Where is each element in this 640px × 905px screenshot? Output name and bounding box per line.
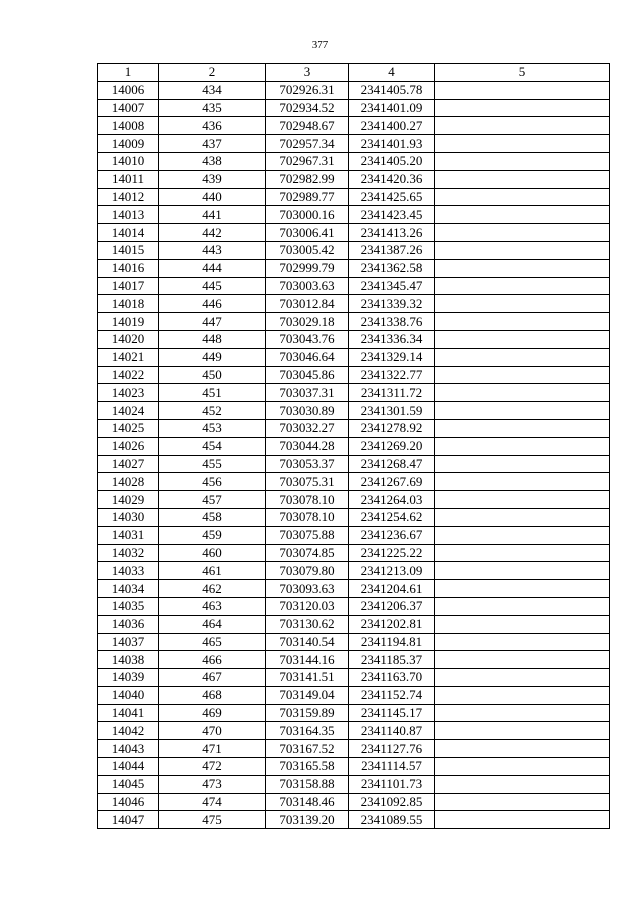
table-cell-col-4: 2341387.26 xyxy=(349,241,435,259)
table-cell-col-3: 703164.35 xyxy=(266,722,349,740)
table-cell-col-1: 14017 xyxy=(98,277,159,295)
table-row xyxy=(98,152,610,170)
table-cell-col-5 xyxy=(435,508,610,526)
table-cell-col-2: 473 xyxy=(159,775,266,793)
table-cell-col-2: 474 xyxy=(159,793,266,811)
table-row xyxy=(98,597,610,615)
table-row xyxy=(98,704,610,722)
table-cell-col-2: 438 xyxy=(159,152,266,170)
table-cell-col-4: 2341405.78 xyxy=(349,81,435,99)
table-cell-col-1: 14041 xyxy=(98,704,159,722)
table-cell-col-2: 436 xyxy=(159,117,266,135)
table-cell-col-2: 445 xyxy=(159,277,266,295)
table-cell-col-4: 2341413.26 xyxy=(349,224,435,242)
table-cell-col-5 xyxy=(435,224,610,242)
table-cell-col-1: 14026 xyxy=(98,437,159,455)
table-cell-col-1: 14009 xyxy=(98,135,159,153)
table-row xyxy=(98,686,610,704)
table-row xyxy=(98,562,610,580)
table-cell-col-1: 14019 xyxy=(98,313,159,331)
table-row xyxy=(98,135,610,153)
table-cell-col-3: 703045.86 xyxy=(266,366,349,384)
table-cell-col-3: 702948.67 xyxy=(266,117,349,135)
table-row xyxy=(98,758,610,776)
table-cell-col-5 xyxy=(435,758,610,776)
table-cell-col-5 xyxy=(435,722,610,740)
table-cell-col-2: 440 xyxy=(159,188,266,206)
table-cell-col-3: 703074.85 xyxy=(266,544,349,562)
table-cell-col-2: 468 xyxy=(159,686,266,704)
table-cell-col-1: 14036 xyxy=(98,615,159,633)
table-cell-col-3: 702999.79 xyxy=(266,259,349,277)
table-cell-col-2: 461 xyxy=(159,562,266,580)
table-cell-col-2: 450 xyxy=(159,366,266,384)
table-cell-col-2: 460 xyxy=(159,544,266,562)
table-cell-col-5 xyxy=(435,81,610,99)
table-cell-col-3: 703030.89 xyxy=(266,402,349,420)
column-header-5: 5 xyxy=(435,64,610,82)
table-cell-col-2: 469 xyxy=(159,704,266,722)
table-row xyxy=(98,491,610,509)
table-cell-col-4: 2341127.76 xyxy=(349,740,435,758)
table-cell-col-5 xyxy=(435,651,610,669)
table-cell-col-3: 703029.18 xyxy=(266,313,349,331)
table-cell-col-5 xyxy=(435,241,610,259)
table-cell-col-2: 467 xyxy=(159,669,266,687)
column-header-3: 3 xyxy=(266,64,349,82)
table-cell-col-4: 2341269.20 xyxy=(349,437,435,455)
table-cell-col-5 xyxy=(435,419,610,437)
table-row xyxy=(98,633,610,651)
table-row xyxy=(98,793,610,811)
table-cell-col-1: 14047 xyxy=(98,811,159,829)
table-cell-col-1: 14016 xyxy=(98,259,159,277)
table-cell-col-1: 14028 xyxy=(98,473,159,491)
table-cell-col-5 xyxy=(435,544,610,562)
table-cell-col-3: 703141.51 xyxy=(266,669,349,687)
table-cell-col-5 xyxy=(435,793,610,811)
table-cell-col-5 xyxy=(435,811,610,829)
table-cell-col-2: 443 xyxy=(159,241,266,259)
table-cell-col-3: 703148.46 xyxy=(266,793,349,811)
table-cell-col-3: 703167.52 xyxy=(266,740,349,758)
table-cell-col-1: 14010 xyxy=(98,152,159,170)
table-row xyxy=(98,259,610,277)
table-cell-col-1: 14031 xyxy=(98,526,159,544)
table-cell-col-1: 14022 xyxy=(98,366,159,384)
table-row xyxy=(98,170,610,188)
table-cell-col-1: 14038 xyxy=(98,651,159,669)
table-cell-col-4: 2341204.61 xyxy=(349,580,435,598)
table-cell-col-4: 2341213.09 xyxy=(349,562,435,580)
table-cell-col-5 xyxy=(435,526,610,544)
table-row xyxy=(98,384,610,402)
table-cell-col-5 xyxy=(435,740,610,758)
table-cell-col-1: 14033 xyxy=(98,562,159,580)
table-cell-col-4: 2341163.70 xyxy=(349,669,435,687)
table-cell-col-1: 14018 xyxy=(98,295,159,313)
table-cell-col-4: 2341311.72 xyxy=(349,384,435,402)
table-cell-col-3: 703005.42 xyxy=(266,241,349,259)
table-row xyxy=(98,348,610,366)
table-row xyxy=(98,206,610,224)
table-cell-col-4: 2341140.87 xyxy=(349,722,435,740)
table-cell-col-5 xyxy=(435,615,610,633)
table-cell-col-3: 702967.31 xyxy=(266,152,349,170)
table-cell-col-5 xyxy=(435,170,610,188)
table-row xyxy=(98,544,610,562)
table-row xyxy=(98,508,610,526)
table-cell-col-2: 470 xyxy=(159,722,266,740)
table-cell-col-5 xyxy=(435,152,610,170)
table-row xyxy=(98,117,610,135)
table-cell-col-1: 14034 xyxy=(98,580,159,598)
table-row xyxy=(98,402,610,420)
table-cell-col-2: 447 xyxy=(159,313,266,331)
table-row xyxy=(98,669,610,687)
table-cell-col-3: 702989.77 xyxy=(266,188,349,206)
table-cell-col-2: 462 xyxy=(159,580,266,598)
table-cell-col-4: 2341152.74 xyxy=(349,686,435,704)
table-cell-col-1: 14037 xyxy=(98,633,159,651)
table-row xyxy=(98,241,610,259)
table-cell-col-5 xyxy=(435,580,610,598)
table-row xyxy=(98,526,610,544)
table-cell-col-3: 703139.20 xyxy=(266,811,349,829)
table-cell-col-1: 14023 xyxy=(98,384,159,402)
table-cell-col-1: 14012 xyxy=(98,188,159,206)
table-cell-col-5 xyxy=(435,259,610,277)
table-row xyxy=(98,615,610,633)
table-cell-col-4: 2341264.03 xyxy=(349,491,435,509)
table-cell-col-2: 442 xyxy=(159,224,266,242)
table-cell-col-4: 2341338.76 xyxy=(349,313,435,331)
table-cell-col-2: 463 xyxy=(159,597,266,615)
table-cell-col-3: 702982.99 xyxy=(266,170,349,188)
table-cell-col-3: 703053.37 xyxy=(266,455,349,473)
table-cell-col-4: 2341405.20 xyxy=(349,152,435,170)
table-row xyxy=(98,811,610,829)
table-cell-col-4: 2341339.32 xyxy=(349,295,435,313)
table-cell-col-2: 459 xyxy=(159,526,266,544)
table-row xyxy=(98,651,610,669)
table-cell-col-3: 703144.16 xyxy=(266,651,349,669)
table-cell-col-3: 703165.58 xyxy=(266,758,349,776)
table-cell-col-5 xyxy=(435,686,610,704)
table-cell-col-3: 703140.54 xyxy=(266,633,349,651)
table-cell-col-1: 14007 xyxy=(98,99,159,117)
table-cell-col-3: 703120.03 xyxy=(266,597,349,615)
table-row xyxy=(98,775,610,793)
table-cell-col-3: 703079.80 xyxy=(266,562,349,580)
table-cell-col-4: 2341401.09 xyxy=(349,99,435,117)
table-cell-col-1: 14035 xyxy=(98,597,159,615)
table-cell-col-3: 703158.88 xyxy=(266,775,349,793)
table-cell-col-2: 458 xyxy=(159,508,266,526)
table-cell-col-3: 703075.88 xyxy=(266,526,349,544)
table-row xyxy=(98,455,610,473)
table-header xyxy=(98,64,610,82)
table-cell-col-1: 14040 xyxy=(98,686,159,704)
table-cell-col-3: 703000.16 xyxy=(266,206,349,224)
table-cell-col-1: 14030 xyxy=(98,508,159,526)
table-cell-col-4: 2341236.67 xyxy=(349,526,435,544)
table-cell-col-2: 465 xyxy=(159,633,266,651)
table-cell-col-2: 456 xyxy=(159,473,266,491)
header-row xyxy=(98,64,610,82)
table-cell-col-2: 439 xyxy=(159,170,266,188)
table-cell-col-4: 2341268.47 xyxy=(349,455,435,473)
table-row xyxy=(98,99,610,117)
table-cell-col-4: 2341420.36 xyxy=(349,170,435,188)
table-cell-col-5 xyxy=(435,277,610,295)
table-cell-col-4: 2341194.81 xyxy=(349,633,435,651)
table-cell-col-4: 2341400.27 xyxy=(349,117,435,135)
table-cell-col-2: 453 xyxy=(159,419,266,437)
table-cell-col-4: 2341101.73 xyxy=(349,775,435,793)
table-cell-col-5 xyxy=(435,366,610,384)
table-cell-col-1: 14032 xyxy=(98,544,159,562)
table-cell-col-4: 2341322.77 xyxy=(349,366,435,384)
table-cell-col-2: 455 xyxy=(159,455,266,473)
table-cell-col-5 xyxy=(435,775,610,793)
table-cell-col-4: 2341092.85 xyxy=(349,793,435,811)
table-cell-col-5 xyxy=(435,473,610,491)
column-header-4: 4 xyxy=(349,64,435,82)
table-cell-col-4: 2341185.37 xyxy=(349,651,435,669)
table-cell-col-1: 14039 xyxy=(98,669,159,687)
table-row xyxy=(98,81,610,99)
table-cell-col-1: 14043 xyxy=(98,740,159,758)
table-cell-col-4: 2341206.37 xyxy=(349,597,435,615)
table-cell-col-2: 472 xyxy=(159,758,266,776)
table-cell-col-1: 14046 xyxy=(98,793,159,811)
table-cell-col-2: 466 xyxy=(159,651,266,669)
table-row xyxy=(98,437,610,455)
table-cell-col-2: 444 xyxy=(159,259,266,277)
table-cell-col-5 xyxy=(435,491,610,509)
table-cell-col-3: 702957.34 xyxy=(266,135,349,153)
table-cell-col-1: 14008 xyxy=(98,117,159,135)
table-cell-col-2: 464 xyxy=(159,615,266,633)
table-cell-col-3: 703149.04 xyxy=(266,686,349,704)
table-cell-col-1: 14029 xyxy=(98,491,159,509)
table-cell-col-1: 14042 xyxy=(98,722,159,740)
table-cell-col-2: 437 xyxy=(159,135,266,153)
table-cell-col-4: 2341362.58 xyxy=(349,259,435,277)
table-cell-col-5 xyxy=(435,206,610,224)
table-cell-col-3: 703159.89 xyxy=(266,704,349,722)
table-cell-col-4: 2341089.55 xyxy=(349,811,435,829)
table-cell-col-2: 435 xyxy=(159,99,266,117)
table-cell-col-2: 475 xyxy=(159,811,266,829)
table-cell-col-4: 2341425.65 xyxy=(349,188,435,206)
table-cell-col-4: 2341267.69 xyxy=(349,473,435,491)
table-cell-col-2: 451 xyxy=(159,384,266,402)
table-cell-col-3: 703043.76 xyxy=(266,330,349,348)
table-cell-col-2: 446 xyxy=(159,295,266,313)
table-row xyxy=(98,330,610,348)
table-cell-col-3: 702934.52 xyxy=(266,99,349,117)
table-cell-col-5 xyxy=(435,437,610,455)
table-cell-col-1: 14014 xyxy=(98,224,159,242)
table-cell-col-5 xyxy=(435,704,610,722)
table-cell-col-4: 2341225.22 xyxy=(349,544,435,562)
table-row xyxy=(98,366,610,384)
table-cell-col-4: 2341202.81 xyxy=(349,615,435,633)
table-cell-col-3: 703046.64 xyxy=(266,348,349,366)
table-cell-col-4: 2341423.45 xyxy=(349,206,435,224)
table-cell-col-3: 703093.63 xyxy=(266,580,349,598)
table-cell-col-2: 449 xyxy=(159,348,266,366)
table-cell-col-4: 2341114.57 xyxy=(349,758,435,776)
table-cell-col-2: 457 xyxy=(159,491,266,509)
table-row xyxy=(98,224,610,242)
table-cell-col-5 xyxy=(435,562,610,580)
table-cell-col-5 xyxy=(435,633,610,651)
table-row xyxy=(98,580,610,598)
table-cell-col-5 xyxy=(435,330,610,348)
column-header-1: 1 xyxy=(98,64,159,82)
table-cell-col-4: 2341336.34 xyxy=(349,330,435,348)
table-cell-col-1: 14013 xyxy=(98,206,159,224)
table-cell-col-2: 434 xyxy=(159,81,266,99)
table-cell-col-5 xyxy=(435,135,610,153)
table-cell-col-3: 703037.31 xyxy=(266,384,349,402)
table-row xyxy=(98,419,610,437)
table-row xyxy=(98,313,610,331)
table-cell-col-3: 703078.10 xyxy=(266,491,349,509)
table-row xyxy=(98,295,610,313)
table-cell-col-1: 14025 xyxy=(98,419,159,437)
column-header-2: 2 xyxy=(159,64,266,82)
table-row xyxy=(98,277,610,295)
table-cell-col-5 xyxy=(435,348,610,366)
table-cell-col-1: 14044 xyxy=(98,758,159,776)
table-body xyxy=(98,81,610,828)
table-cell-col-4: 2341329.14 xyxy=(349,348,435,366)
table-cell-col-5 xyxy=(435,99,610,117)
table-cell-col-3: 702926.31 xyxy=(266,81,349,99)
table-cell-col-1: 14021 xyxy=(98,348,159,366)
table-cell-col-2: 454 xyxy=(159,437,266,455)
page-number: 377 xyxy=(311,39,329,51)
table-cell-col-5 xyxy=(435,117,610,135)
table-cell-col-4: 2341145.17 xyxy=(349,704,435,722)
table-row xyxy=(98,188,610,206)
table-cell-col-2: 448 xyxy=(159,330,266,348)
table-cell-col-4: 2341278.92 xyxy=(349,419,435,437)
coordinates-table xyxy=(97,63,610,829)
table-cell-col-5 xyxy=(435,669,610,687)
table-cell-col-1: 14011 xyxy=(98,170,159,188)
table-cell-col-5 xyxy=(435,188,610,206)
table-cell-col-2: 441 xyxy=(159,206,266,224)
table-cell-col-3: 703032.27 xyxy=(266,419,349,437)
table-cell-col-1: 14024 xyxy=(98,402,159,420)
table-cell-col-4: 2341401.93 xyxy=(349,135,435,153)
table-cell-col-5 xyxy=(435,455,610,473)
table-cell-col-5 xyxy=(435,313,610,331)
table-cell-col-3: 703003.63 xyxy=(266,277,349,295)
table-cell-col-1: 14020 xyxy=(98,330,159,348)
table-cell-col-5 xyxy=(435,295,610,313)
table-cell-col-1: 14045 xyxy=(98,775,159,793)
table-row xyxy=(98,740,610,758)
table-cell-col-3: 703130.62 xyxy=(266,615,349,633)
table-cell-col-1: 14006 xyxy=(98,81,159,99)
table-cell-col-5 xyxy=(435,384,610,402)
table-cell-col-2: 471 xyxy=(159,740,266,758)
table-cell-col-1: 14027 xyxy=(98,455,159,473)
table-cell-col-3: 703078.10 xyxy=(266,508,349,526)
table-cell-col-4: 2341301.59 xyxy=(349,402,435,420)
table-cell-col-5 xyxy=(435,402,610,420)
table-cell-col-5 xyxy=(435,597,610,615)
table-cell-col-3: 703075.31 xyxy=(266,473,349,491)
table-cell-col-3: 703044.28 xyxy=(266,437,349,455)
table-cell-col-2: 452 xyxy=(159,402,266,420)
table-cell-col-4: 2341345.47 xyxy=(349,277,435,295)
table-cell-col-4: 2341254.62 xyxy=(349,508,435,526)
table-cell-col-3: 703012.84 xyxy=(266,295,349,313)
table-cell-col-3: 703006.41 xyxy=(266,224,349,242)
table-row xyxy=(98,722,610,740)
table-cell-col-1: 14015 xyxy=(98,241,159,259)
table-row xyxy=(98,473,610,491)
